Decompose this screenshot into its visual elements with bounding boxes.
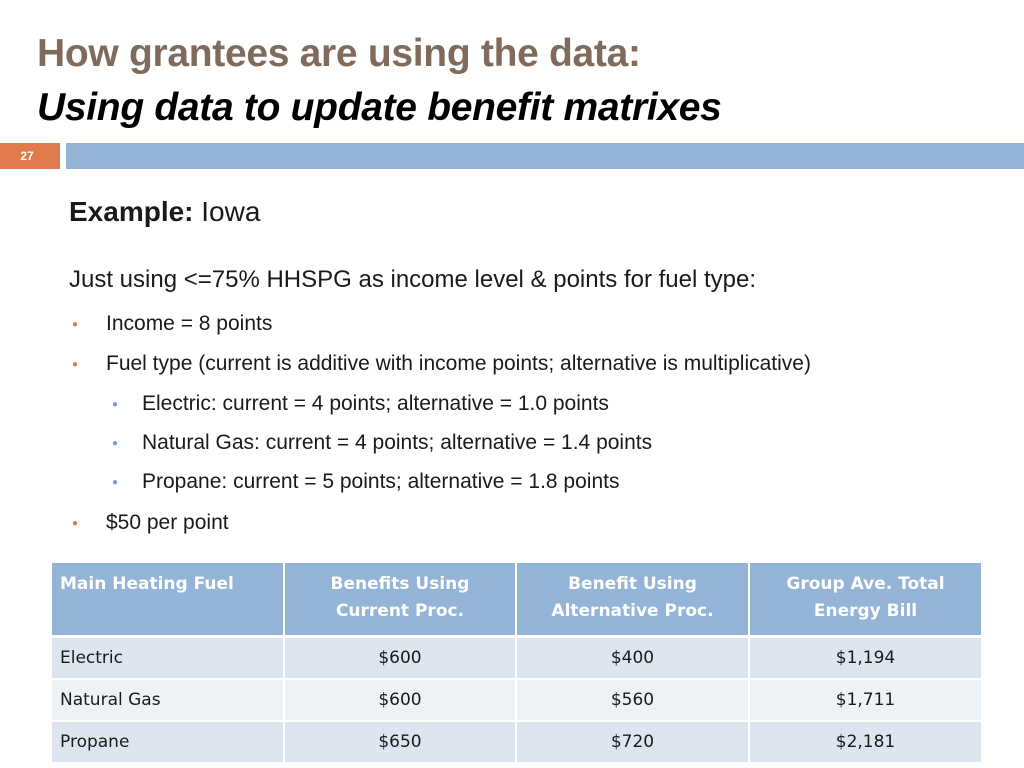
table-cell: $1,194: [749, 637, 982, 680]
header-accent-bar: [66, 143, 1024, 169]
column-header: Benefit Using Alternative Proc.: [516, 563, 749, 637]
bullet-text: Fuel type (current is additive with income points; alternative is multiplicative): [106, 352, 811, 375]
table-cell: $720: [516, 721, 749, 763]
bullet-dot-icon: ●: [112, 477, 119, 488]
bullet-dot-icon: ●: [72, 319, 79, 330]
intro-text: Just using <=75% HHSPG as income level & points for fuel type:: [69, 266, 757, 293]
table-cell: $400: [516, 637, 749, 680]
column-header: Benefits Using Current Proc.: [284, 563, 516, 637]
bullet-dot-icon: ●: [112, 438, 119, 449]
slide-subtitle: Using data to update benefit matrixes: [37, 86, 722, 129]
table-cell: $2,181: [749, 721, 982, 763]
table-cell: $1,711: [749, 679, 982, 721]
bullet-text: Electric: current = 4 points; alternative = 1.0 points: [142, 392, 609, 415]
slide-number: 27: [0, 143, 60, 169]
column-header: Group Ave. Total Energy Bill: [749, 563, 982, 637]
bullet-text: Natural Gas: current = 4 points; alternative = 1.4 points: [142, 431, 653, 454]
sub-bullet-natural-gas: [112, 431, 653, 455]
table-row: [52, 721, 982, 763]
table-cell: Natural Gas: [52, 679, 284, 721]
table-cell: $560: [516, 679, 749, 721]
bullet-dot-icon: ●: [72, 359, 79, 370]
bullet-dot-icon: ●: [112, 399, 119, 410]
column-header: Main Heating Fuel: [52, 563, 284, 637]
benefit-matrix-table: [52, 563, 983, 764]
bullet-dot-icon: ●: [72, 518, 79, 529]
table-cell: Electric: [52, 637, 284, 680]
table-row: [52, 679, 982, 721]
bullet-per-point: [72, 511, 229, 535]
table-row: [52, 637, 982, 680]
bullet-income: [72, 312, 273, 336]
table-header-row: [52, 563, 982, 637]
bullet-text: Income = 8 points: [106, 312, 273, 335]
table-cell: $600: [284, 679, 516, 721]
slide-title: How grantees are using the data:: [37, 32, 641, 75]
example-state: Iowa: [201, 196, 261, 227]
table-cell: $650: [284, 721, 516, 763]
bullet-text: Propane: current = 5 points; alternative = 1.8 points: [142, 470, 620, 493]
sub-bullet-propane: [112, 470, 620, 494]
example-heading: [69, 196, 260, 228]
table-cell: $600: [284, 637, 516, 680]
table-cell: Propane: [52, 721, 284, 763]
bullet-fuel-type: [72, 352, 811, 376]
bullet-text: $50 per point: [106, 511, 229, 534]
sub-bullet-electric: [112, 392, 609, 416]
example-label: Example:: [69, 196, 194, 227]
